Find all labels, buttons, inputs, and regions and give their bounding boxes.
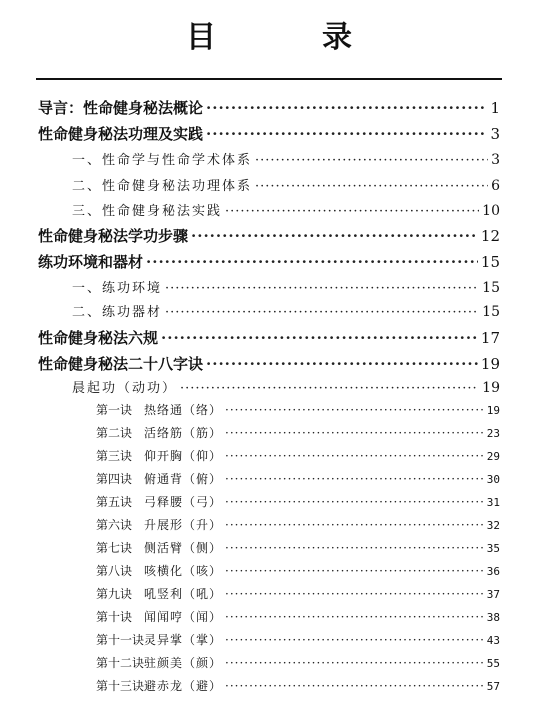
dot-leader: [225, 607, 484, 627]
toc-entry-label: 二、练功器材: [72, 305, 163, 320]
formula-title: 闻闻哼（闻）: [144, 610, 223, 624]
formula-number: 第六诀: [96, 518, 133, 532]
toc-entry-label: 性命健身秘法六规: [38, 329, 159, 347]
dot-leader: [255, 177, 488, 197]
formula-title: 仰开胸（仰）: [144, 449, 223, 463]
dot-leader: [146, 252, 478, 272]
formula-number: 第十一诀: [96, 633, 145, 647]
formula-number: 第五诀: [96, 495, 133, 509]
formula-number: 第八诀: [96, 564, 133, 578]
formula-entry[interactable]: [96, 630, 500, 651]
formula-label: [96, 538, 222, 558]
formula-entry[interactable]: [96, 446, 500, 467]
page-title: 目 录: [186, 20, 390, 55]
dot-leader: [225, 561, 484, 581]
formula-label: [96, 515, 222, 535]
formula-label: [96, 469, 222, 489]
toc-entry-page: 15: [482, 280, 500, 296]
toc-entry-label: 一、练功环境: [72, 281, 163, 296]
dot-leader: [225, 515, 484, 535]
formula-entry[interactable]: [96, 492, 500, 513]
toc-entry-label: 性命健身秘法功理及实践: [38, 125, 204, 143]
formula-page: 29: [486, 450, 500, 463]
dot-leader: [161, 328, 478, 348]
formula-page: 36: [486, 565, 500, 578]
toc-entry-page: 6: [491, 178, 500, 194]
toc-subentry-morning-exercise[interactable]: [72, 378, 500, 399]
formula-title: 灵异掌（掌）: [144, 633, 223, 647]
formula-page: 38: [486, 611, 500, 624]
toc-entry-page: 19: [480, 355, 500, 373]
formula-title: 升展形（升）: [144, 518, 223, 532]
formula-label: [96, 630, 222, 650]
toc-entry-learning-steps[interactable]: [38, 226, 500, 246]
formula-label: [96, 653, 222, 673]
formula-page: 43: [486, 634, 500, 647]
formula-number: 第四诀: [96, 472, 133, 486]
formula-number: 第十诀: [96, 610, 133, 624]
dot-leader: [225, 202, 479, 222]
toc-entry-introduction[interactable]: [38, 98, 500, 118]
formula-page: 35: [486, 542, 500, 555]
formula-entry[interactable]: [96, 561, 500, 582]
dot-leader: [206, 98, 487, 118]
formula-label: [96, 446, 222, 466]
formula-page: 31: [486, 496, 500, 509]
toc-entry-label: 晨起功（动功）: [72, 381, 178, 396]
dot-leader: [180, 379, 479, 399]
dot-leader: [225, 538, 484, 558]
dot-leader: [165, 279, 479, 299]
formula-page: 32: [486, 519, 500, 532]
dot-leader: [225, 469, 484, 489]
toc-entry-page: 15: [480, 253, 500, 271]
toc-entry-label: 二、性命健身秘法功理体系: [72, 179, 253, 194]
formula-label: [96, 400, 222, 420]
dot-leader: [191, 226, 478, 246]
toc-subentry[interactable]: [72, 201, 500, 222]
dot-leader: [225, 584, 484, 604]
formula-title: 避赤龙（避）: [144, 679, 223, 693]
formula-entry[interactable]: [96, 423, 500, 444]
formula-entry[interactable]: [96, 653, 500, 674]
formula-page: 19: [486, 404, 500, 417]
formula-title: 俯通背（俯）: [144, 472, 223, 486]
toc-entry-28-formulas[interactable]: [38, 354, 500, 374]
formula-entry[interactable]: [96, 400, 500, 421]
formula-label: [96, 423, 222, 443]
formula-label: [96, 607, 222, 627]
formula-number: 第十三诀: [96, 679, 145, 693]
dot-leader: [165, 303, 479, 323]
toc-entry-theory-practice[interactable]: [38, 124, 500, 144]
formula-title: 弓释腰（弓）: [144, 495, 223, 509]
formula-title: 驻颜美（颜）: [144, 656, 223, 670]
toc-subentry[interactable]: [72, 150, 500, 171]
toc-entry-label: 一、性命学与性命学术体系: [72, 153, 253, 168]
formula-page: 55: [486, 657, 500, 670]
formula-entry[interactable]: [96, 676, 500, 697]
formula-page: 57: [486, 680, 500, 693]
dot-leader: [225, 653, 484, 673]
toc-entry-page: 3: [491, 152, 500, 168]
dot-leader: [225, 423, 484, 443]
formula-label: [96, 584, 222, 604]
toc-entry-label: 导言：性命健身秘法概论: [38, 99, 204, 117]
toc-entry-environment-equipment[interactable]: [38, 252, 500, 272]
formula-number: 第十二诀: [96, 656, 145, 670]
formula-number: 第三诀: [96, 449, 133, 463]
toc-entry-page: 3: [490, 125, 500, 143]
formula-label: [96, 561, 222, 581]
formula-page: 37: [486, 588, 500, 601]
formula-page: 23: [486, 427, 500, 440]
toc-entry-page: 15: [482, 304, 500, 320]
toc-entry-label: 练功环境和器材: [38, 253, 144, 271]
toc-entry-page: 10: [482, 203, 500, 219]
formula-entry[interactable]: [96, 538, 500, 559]
dot-leader: [206, 124, 487, 144]
toc-subentry[interactable]: [72, 278, 500, 299]
formula-title: 活络筋（筋）: [144, 426, 223, 440]
toc-subentry[interactable]: [72, 302, 500, 323]
toc-entry-page: 12: [480, 227, 500, 245]
toc-entry-label: 三、性命健身秘法实践: [72, 204, 223, 219]
dot-leader: [225, 400, 484, 420]
dot-leader: [225, 676, 484, 696]
formula-title: 侧活臂（侧）: [144, 541, 223, 555]
dot-leader: [225, 630, 484, 650]
toc-subentry[interactable]: [72, 176, 500, 197]
formula-number: 第九诀: [96, 587, 133, 601]
formula-number: 第七诀: [96, 541, 133, 555]
formula-number: 第一诀: [96, 403, 133, 417]
dot-leader: [225, 446, 484, 466]
toc-entry-page: 19: [482, 380, 500, 396]
toc-entry-six-rules[interactable]: [38, 328, 500, 348]
formula-title: 热络通（络）: [144, 403, 223, 417]
formula-label: [96, 492, 222, 512]
formula-number: 第二诀: [96, 426, 133, 440]
dot-leader: [255, 151, 488, 171]
toc-entry-label: 性命健身秘法学功步骤: [38, 227, 189, 245]
dot-leader: [225, 492, 484, 512]
formula-title: 咳横化（咳）: [144, 564, 223, 578]
dot-leader: [206, 354, 478, 374]
formula-entry[interactable]: [96, 515, 500, 536]
formula-label: [96, 676, 222, 696]
formula-entry[interactable]: [96, 469, 500, 490]
formula-title: 吼竖利（吼）: [144, 587, 223, 601]
toc-entry-label: 性命健身秘法二十八字诀: [38, 355, 204, 373]
formula-entry[interactable]: [96, 584, 500, 605]
toc-entry-page: 1: [490, 99, 500, 117]
formula-entry[interactable]: [96, 607, 500, 628]
toc-entry-page: 17: [480, 329, 500, 347]
formula-page: 30: [486, 473, 500, 486]
